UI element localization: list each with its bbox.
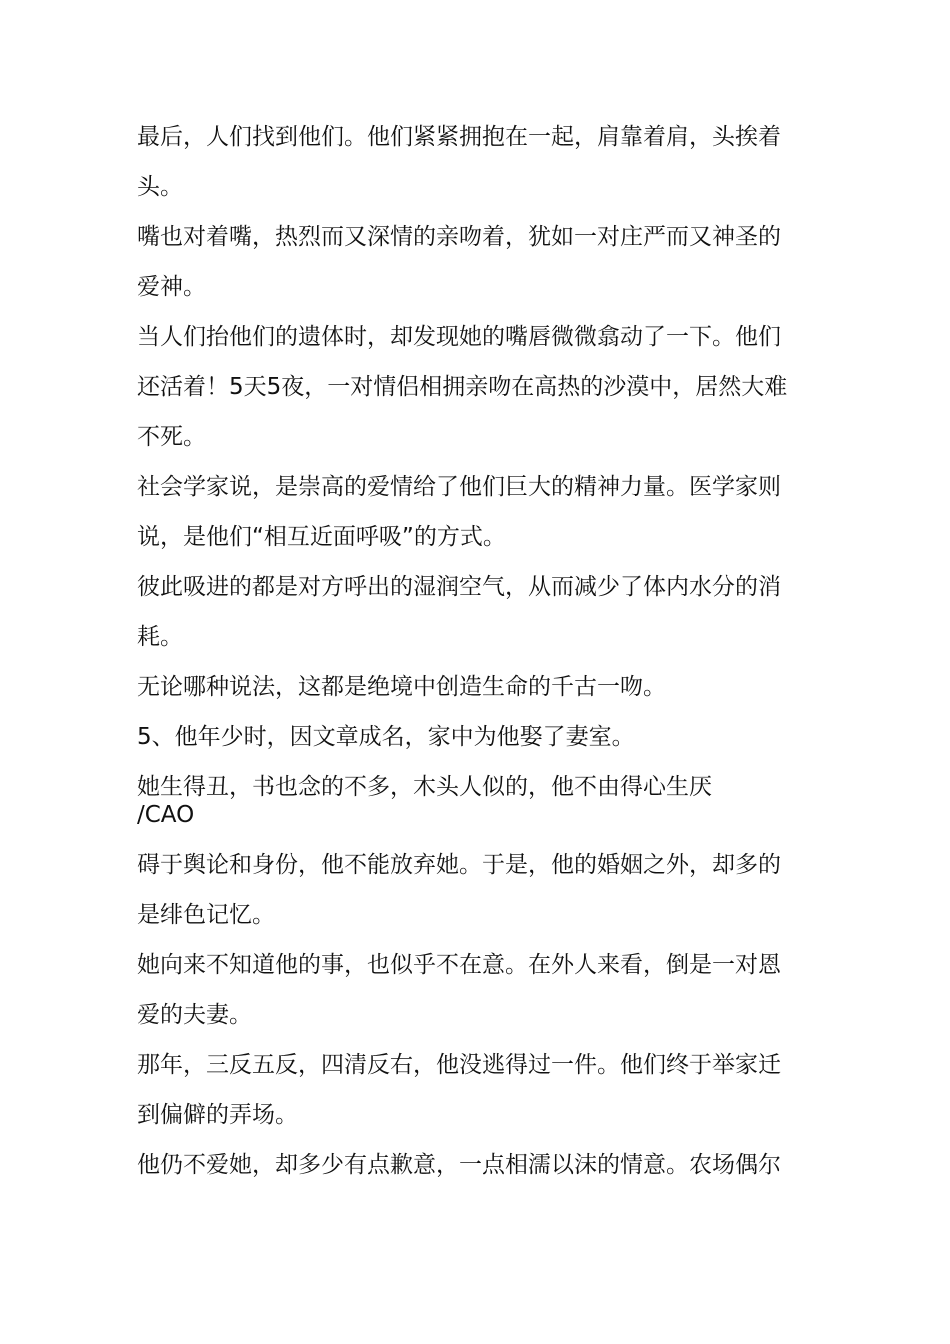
paragraph: 他仍不爱她，却多少有点歉意，一点相濡以沫的情意。农场偶尔 — [137, 1152, 781, 1178]
paragraph-line: 她生得丑，书也念的不多，木头人似的，他不由得心生厌 — [137, 774, 712, 800]
paragraph: 彼此吸进的都是对方呼出的湿润空气，从而减少了体内水分的消耗。 — [137, 574, 781, 650]
paragraph: 嘴也对着嘴，热烈而又深情的亲吻着，犹如一对庄严而又神圣的爱神。 — [137, 224, 781, 300]
paragraph: 社会学家说，是崇高的爱情给了他们巨大的精神力量。医学家则说，是他们“相互近面呼吸”的方式。 — [137, 474, 781, 550]
paragraph-line: /CAO — [137, 802, 195, 828]
paragraph: 5、他年少时，因文章成名，家中为他娶了妻室。 — [137, 724, 635, 750]
paragraph: 无论哪种说法，这都是绝境中创造生命的千古一吻。 — [137, 674, 666, 700]
paragraph-with-break — [137, 762, 797, 840]
paragraph: 她向来不知道他的事，也似乎不在意。在外人来看，倒是一对恩爱的夫妻。 — [137, 952, 781, 1028]
paragraph: 那年，三反五反，四清反右，他没逃得过一件。他们终于举家迁到偏僻的弄场。 — [137, 1052, 781, 1128]
paragraph: 当人们抬他们的遗体时，却发现她的嘴唇微微翕动了一下。他们还活着！5天5夜，一对情侣相拥亲吻在高热的沙漠中，居然大难不死。 — [137, 324, 788, 450]
body-text — [137, 112, 797, 1190]
paragraph: 最后，人们找到他们。他们紧紧拥抱在一起，肩靠着肩，头挨着头。 — [137, 124, 781, 200]
paragraph: 碍于舆论和身份，他不能放弃她。于是，他的婚姻之外，却多的是绯色记忆。 — [137, 852, 781, 928]
